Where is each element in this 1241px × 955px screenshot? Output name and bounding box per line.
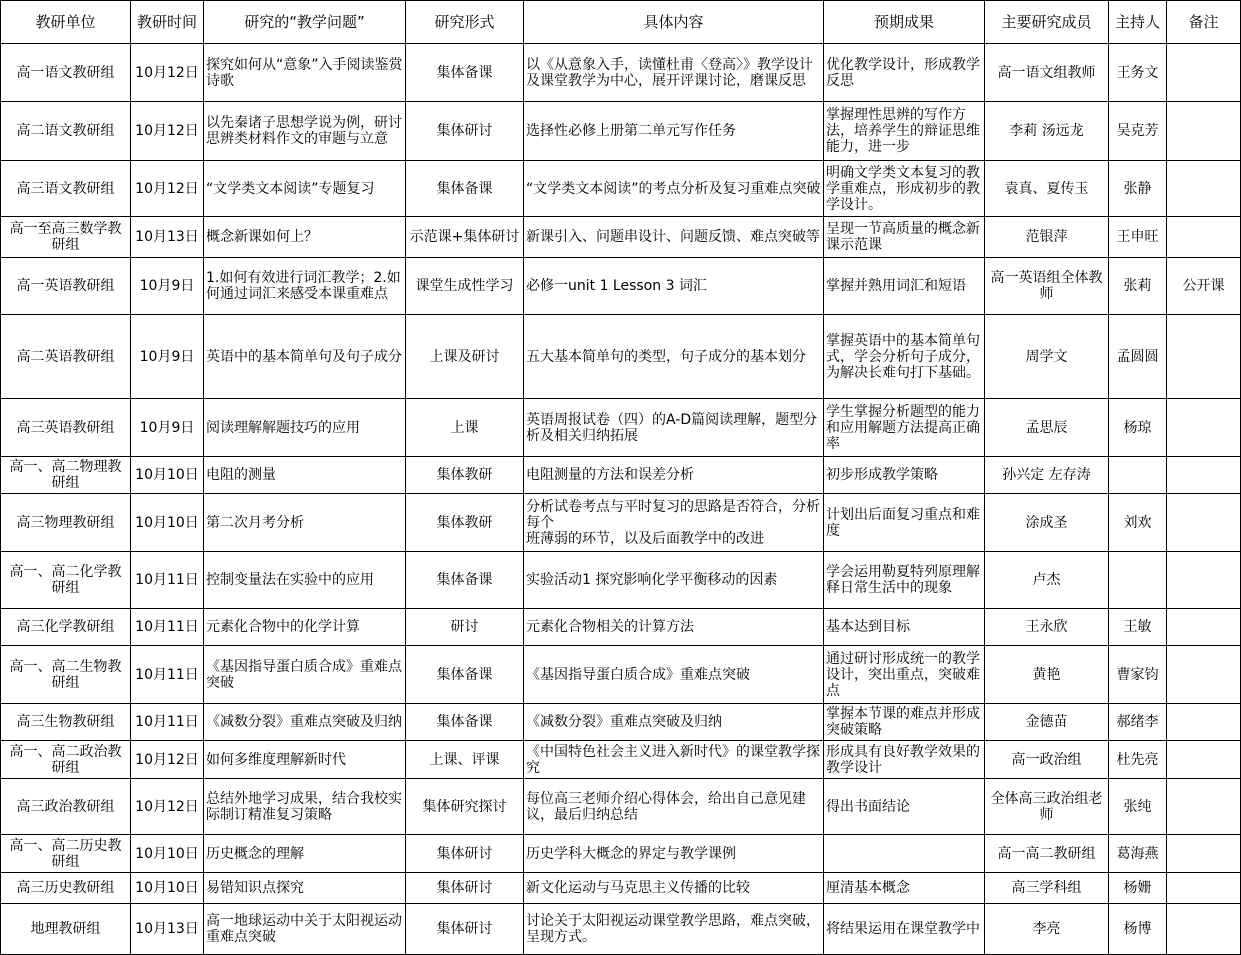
- time-cell: 10月9日: [131, 315, 204, 399]
- time-cell: 10月11日: [131, 704, 204, 741]
- members-cell: 袁真、夏传玉: [985, 161, 1109, 217]
- form-cell: 集体研讨: [406, 904, 524, 955]
- note-cell: [1167, 552, 1241, 609]
- problem-cell: 以先秦诸子思想学说为例，研讨思辨类材料作文的审题与立意: [204, 102, 406, 161]
- table-row: [1, 779, 1241, 835]
- problem-cell: 高一地球运动中关于太阳视运动重难点突破: [204, 904, 406, 955]
- outcome-cell: 明确文学类文本复习的教学重难点，形成初步的教学设计。: [824, 161, 985, 217]
- unit-cell: 高一英语教研组: [1, 258, 131, 315]
- content-cell: 五大基本简单句的类型，句子成分的基本划分: [524, 315, 824, 399]
- header-content: 具体内容: [524, 1, 824, 44]
- form-cell: 集体备课: [406, 646, 524, 704]
- problem-cell: “文学类文本阅读”专题复习: [204, 161, 406, 217]
- form-cell: 集体备课: [406, 161, 524, 217]
- table-row: [1, 494, 1241, 552]
- header-time: 教研时间: [131, 1, 204, 44]
- table-row: [1, 217, 1241, 258]
- form-cell: 集体备课: [406, 552, 524, 609]
- content-cell: 讨论关于太阳视运动课堂教学思路，难点突破，呈现方式。: [524, 904, 824, 955]
- note-cell: [1167, 161, 1241, 217]
- outcome-cell: 学生掌握分析题型的能力和应用解题方法提高正确率: [824, 399, 985, 457]
- time-cell: 10月11日: [131, 609, 204, 646]
- outcome-cell: 初步形成教学策略: [824, 457, 985, 494]
- host-cell: 杨姗: [1109, 873, 1167, 904]
- unit-cell: 高一、高二化学教研组: [1, 552, 131, 609]
- table-row: [1, 258, 1241, 315]
- header-row: [1, 1, 1241, 44]
- table-row: [1, 102, 1241, 161]
- unit-cell: 高三物理教研组: [1, 494, 131, 552]
- form-cell: 集体教研: [406, 494, 524, 552]
- time-cell: 10月12日: [131, 161, 204, 217]
- unit-cell: 高一、高二政治教研组: [1, 741, 131, 779]
- time-cell: 10月13日: [131, 904, 204, 955]
- form-cell: 示范课+集体研讨: [406, 217, 524, 258]
- time-cell: 10月10日: [131, 835, 204, 873]
- table-row: [1, 161, 1241, 217]
- outcome-cell: 掌握理性思辨的写作方法，培养学生的辩证思维能力，进一步: [824, 102, 985, 161]
- members-cell: 黄艳: [985, 646, 1109, 704]
- form-cell: 集体备课: [406, 704, 524, 741]
- host-cell: [1109, 552, 1167, 609]
- content-cell: 实验活动1 探究影响化学平衡移动的因素: [524, 552, 824, 609]
- time-cell: 10月10日: [131, 494, 204, 552]
- table-row: [1, 44, 1241, 102]
- content-cell: 电阻测量的方法和误差分析: [524, 457, 824, 494]
- problem-cell: 阅读理解解题技巧的应用: [204, 399, 406, 457]
- note-cell: [1167, 494, 1241, 552]
- members-cell: 周学文: [985, 315, 1109, 399]
- table-row: [1, 609, 1241, 646]
- problem-cell: 总结外地学习成果，结合我校实际制订精准复习策略: [204, 779, 406, 835]
- members-cell: 涂成圣: [985, 494, 1109, 552]
- note-cell: [1167, 904, 1241, 955]
- time-cell: 10月12日: [131, 44, 204, 102]
- form-cell: 集体研究探讨: [406, 779, 524, 835]
- unit-cell: 高二语文教研组: [1, 102, 131, 161]
- note-cell: [1167, 609, 1241, 646]
- unit-cell: 高一、高二历史教研组: [1, 835, 131, 873]
- outcome-cell: 将结果运用在课堂教学中: [824, 904, 985, 955]
- unit-cell: 高三生物教研组: [1, 704, 131, 741]
- outcome-cell: 掌握并熟用词汇和短语: [824, 258, 985, 315]
- outcome-cell: 形成具有良好教学效果的教学设计: [824, 741, 985, 779]
- note-cell: [1167, 44, 1241, 102]
- table-row: [1, 741, 1241, 779]
- members-cell: 李亮: [985, 904, 1109, 955]
- members-cell: 金德苗: [985, 704, 1109, 741]
- note-cell: [1167, 457, 1241, 494]
- outcome-cell: 掌握本节课的难点并形成突破策略: [824, 704, 985, 741]
- content-cell: 选择性必修上册第二单元写作任务: [524, 102, 824, 161]
- members-cell: 高一高二教研组: [985, 835, 1109, 873]
- note-cell: [1167, 102, 1241, 161]
- host-cell: 杜先亮: [1109, 741, 1167, 779]
- problem-cell: 元素化合物中的化学计算: [204, 609, 406, 646]
- problem-cell: 《基因指导蛋白质合成》重难点突破: [204, 646, 406, 704]
- content-cell: 新课引入、问题串设计、问题反馈、难点突破等: [524, 217, 824, 258]
- header-note: 备注: [1167, 1, 1241, 44]
- note-cell: 公开课: [1167, 258, 1241, 315]
- host-cell: [1109, 457, 1167, 494]
- unit-cell: 高二英语教研组: [1, 315, 131, 399]
- host-cell: 王敏: [1109, 609, 1167, 646]
- unit-cell: 高三政治教研组: [1, 779, 131, 835]
- header-unit: 教研单位: [1, 1, 131, 44]
- host-cell: 刘欢: [1109, 494, 1167, 552]
- form-cell: 集体教研: [406, 457, 524, 494]
- content-cell: 《减数分裂》重难点突破及归纳: [524, 704, 824, 741]
- members-cell: 高三学科组: [985, 873, 1109, 904]
- problem-cell: 第二次月考分析: [204, 494, 406, 552]
- content-cell: 英语周报试卷（四）的A-D篇阅读理解，题型分析及相关归纳拓展: [524, 399, 824, 457]
- outcome-cell: 优化教学设计，形成教学反思: [824, 44, 985, 102]
- content-cell: 每位高三老师介绍心得体会，给出自己意见建议，最后归纳总结: [524, 779, 824, 835]
- host-cell: 孟圆圆: [1109, 315, 1167, 399]
- content-cell: 分析试卷考点与平时复习的思路是否符合，分析每个 班薄弱的环节，以及后面教学中的改进: [524, 494, 824, 552]
- host-cell: 杨博: [1109, 904, 1167, 955]
- time-cell: 10月11日: [131, 646, 204, 704]
- members-cell: 卢杰: [985, 552, 1109, 609]
- host-cell: 张静: [1109, 161, 1167, 217]
- problem-cell: 电阻的测量: [204, 457, 406, 494]
- content-cell: 必修一unit 1 Lesson 3 词汇: [524, 258, 824, 315]
- form-cell: 研讨: [406, 609, 524, 646]
- time-cell: 10月12日: [131, 102, 204, 161]
- problem-cell: 《减数分裂》重难点突破及归纳: [204, 704, 406, 741]
- table-row: [1, 873, 1241, 904]
- members-cell: 王永欣: [985, 609, 1109, 646]
- host-cell: 葛海燕: [1109, 835, 1167, 873]
- note-cell: [1167, 873, 1241, 904]
- outcome-cell: 学会运用勒夏特列原理解释日常生活中的现象: [824, 552, 985, 609]
- note-cell: [1167, 646, 1241, 704]
- host-cell: 张纯: [1109, 779, 1167, 835]
- host-cell: 张莉: [1109, 258, 1167, 315]
- time-cell: 10月10日: [131, 873, 204, 904]
- time-cell: 10月11日: [131, 552, 204, 609]
- table-row: [1, 835, 1241, 873]
- table-row: [1, 552, 1241, 609]
- unit-cell: 高三语文教研组: [1, 161, 131, 217]
- outcome-cell: 得出书面结论: [824, 779, 985, 835]
- content-cell: “文学类文本阅读”的考点分析及复习重难点突破: [524, 161, 824, 217]
- content-cell: 新文化运动与马克思主义传播的比较: [524, 873, 824, 904]
- outcome-cell: 掌握英语中的基本简单句式，学会分析句子成分，为解决长难句打下基础。: [824, 315, 985, 399]
- form-cell: 集体研讨: [406, 835, 524, 873]
- form-cell: 集体备课: [406, 44, 524, 102]
- host-cell: 杨琼: [1109, 399, 1167, 457]
- outcome-cell: 呈现一节高质量的概念新课示范课: [824, 217, 985, 258]
- host-cell: 曹家钧: [1109, 646, 1167, 704]
- time-cell: 10月12日: [131, 741, 204, 779]
- table-row: [1, 457, 1241, 494]
- unit-cell: 地理教研组: [1, 904, 131, 955]
- table-row: [1, 315, 1241, 399]
- problem-cell: 如何多维度理解新时代: [204, 741, 406, 779]
- outcome-cell: 通过研讨形成统一的教学设计，突出重点，突破难点: [824, 646, 985, 704]
- host-cell: 吴克芳: [1109, 102, 1167, 161]
- form-cell: 集体研讨: [406, 873, 524, 904]
- members-cell: 李莉 汤远龙: [985, 102, 1109, 161]
- outcome-cell: 计划出后面复习重点和难度: [824, 494, 985, 552]
- note-cell: [1167, 217, 1241, 258]
- outcome-cell: 基本达到目标: [824, 609, 985, 646]
- time-cell: 10月10日: [131, 457, 204, 494]
- unit-cell: 高一至高三数学教研组: [1, 217, 131, 258]
- unit-cell: 高一语文教研组: [1, 44, 131, 102]
- problem-cell: 英语中的基本简单句及句子成分: [204, 315, 406, 399]
- unit-cell: 高一、高二生物教研组: [1, 646, 131, 704]
- content-cell: 以《从意象入手，读懂杜甫〈登高〉》教学设计及课堂教学为中心，展开评课讨论，磨课反思: [524, 44, 824, 102]
- problem-cell: 1.如何有效进行词汇教学；2.如何通过词汇来感受本课重难点: [204, 258, 406, 315]
- members-cell: 高一语文组教师: [985, 44, 1109, 102]
- note-cell: [1167, 399, 1241, 457]
- form-cell: 上课及研讨: [406, 315, 524, 399]
- time-cell: 10月9日: [131, 258, 204, 315]
- content-cell: 《基因指导蛋白质合成》重难点突破: [524, 646, 824, 704]
- members-cell: 孟思辰: [985, 399, 1109, 457]
- form-cell: 上课: [406, 399, 524, 457]
- form-cell: 集体研讨: [406, 102, 524, 161]
- members-cell: 范银萍: [985, 217, 1109, 258]
- time-cell: 10月13日: [131, 217, 204, 258]
- note-cell: [1167, 835, 1241, 873]
- form-cell: 课堂生成性学习: [406, 258, 524, 315]
- problem-cell: 控制变量法在实验中的应用: [204, 552, 406, 609]
- time-cell: 10月9日: [131, 399, 204, 457]
- content-cell: 历史学科大概念的界定与教学课例: [524, 835, 824, 873]
- members-cell: 高一政治组: [985, 741, 1109, 779]
- host-cell: 郝绪李: [1109, 704, 1167, 741]
- table-row: [1, 646, 1241, 704]
- unit-cell: 高三历史教研组: [1, 873, 131, 904]
- note-cell: [1167, 315, 1241, 399]
- problem-cell: 概念新课如何上？: [204, 217, 406, 258]
- table-row: [1, 904, 1241, 955]
- host-cell: 王务文: [1109, 44, 1167, 102]
- header-outcome: 预期成果: [824, 1, 985, 44]
- problem-cell: 历史概念的理解: [204, 835, 406, 873]
- note-cell: [1167, 704, 1241, 741]
- content-cell: 《中国特色社会主义进入新时代》的课堂教学探究: [524, 741, 824, 779]
- header-host: 主持人: [1109, 1, 1167, 44]
- note-cell: [1167, 741, 1241, 779]
- header-form: 研究形式: [406, 1, 524, 44]
- table-row: [1, 399, 1241, 457]
- members-cell: 孙兴定 左存涛: [985, 457, 1109, 494]
- outcome-cell: 厘清基本概念: [824, 873, 985, 904]
- members-cell: 高一英语组全体教师: [985, 258, 1109, 315]
- host-cell: 王申旺: [1109, 217, 1167, 258]
- problem-cell: 探究如何从“意象”入手阅读鉴赏诗歌: [204, 44, 406, 102]
- unit-cell: 高三化学教研组: [1, 609, 131, 646]
- note-cell: [1167, 779, 1241, 835]
- unit-cell: 高三英语教研组: [1, 399, 131, 457]
- unit-cell: 高一、高二物理教研组: [1, 457, 131, 494]
- header-members: 主要研究成员: [985, 1, 1109, 44]
- members-cell: 全体高三政治组老师: [985, 779, 1109, 835]
- time-cell: 10月12日: [131, 779, 204, 835]
- problem-cell: 易错知识点探究: [204, 873, 406, 904]
- outcome-cell: [824, 835, 985, 873]
- table-row: [1, 704, 1241, 741]
- form-cell: 上课、评课: [406, 741, 524, 779]
- content-cell: 元素化合物相关的计算方法: [524, 609, 824, 646]
- header-problem: 研究的“教学问题”: [204, 1, 406, 44]
